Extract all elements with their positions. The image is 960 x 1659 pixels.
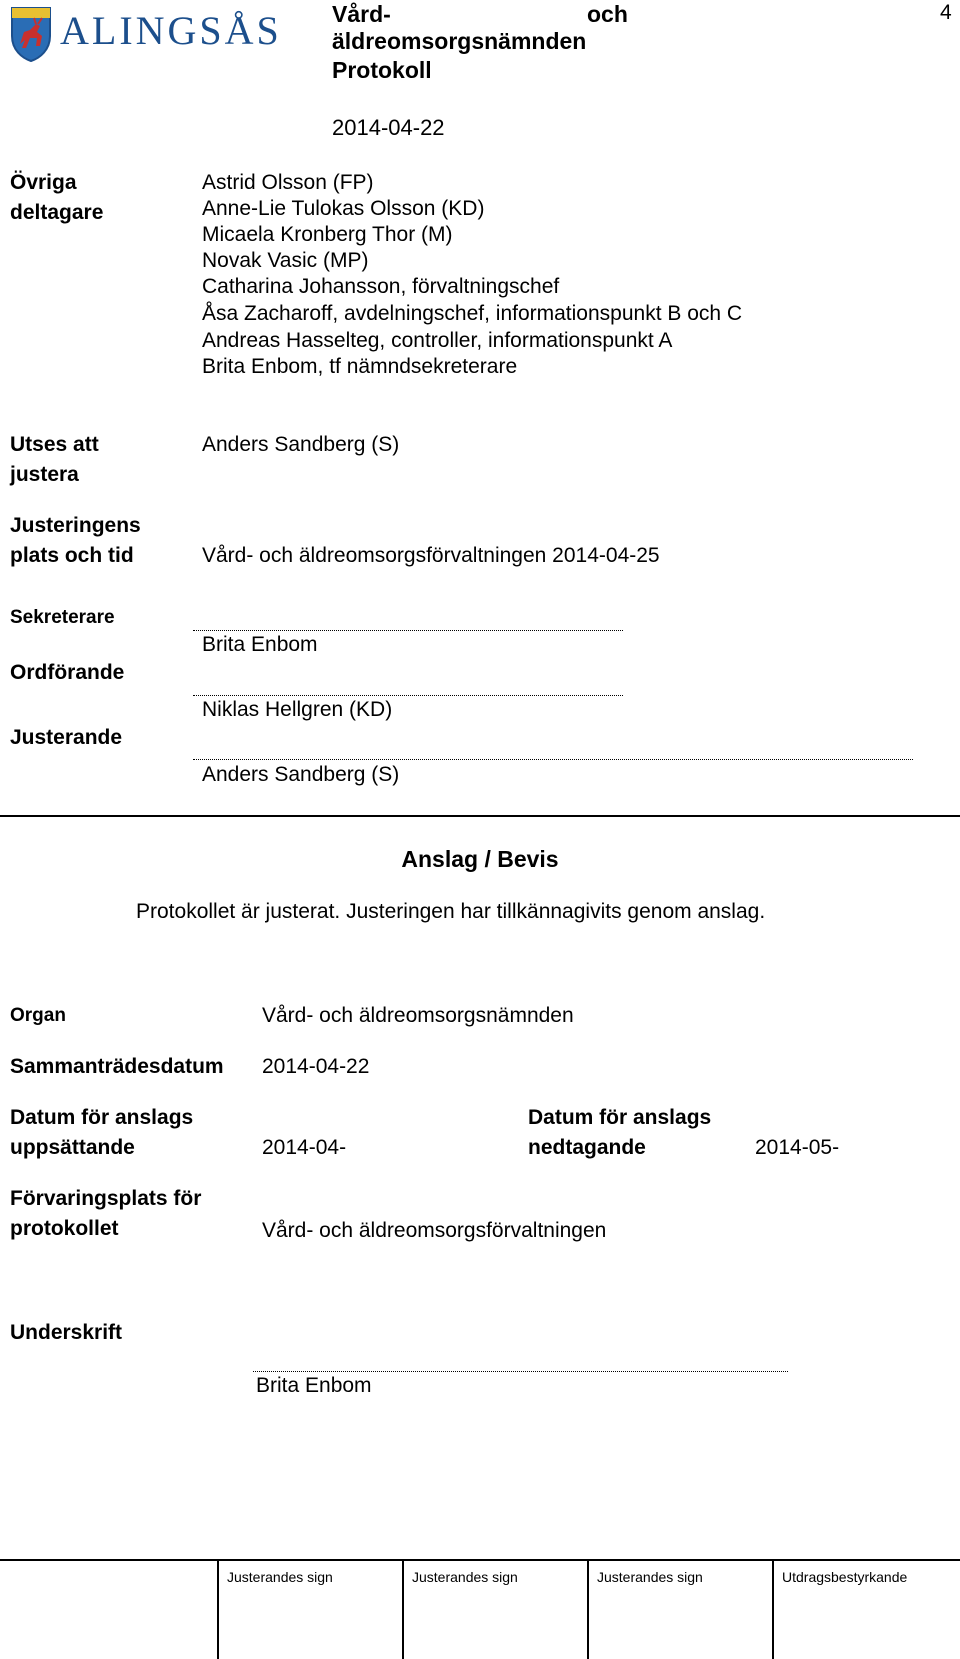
participants-label-1: Övriga (10, 171, 77, 194)
meeting-date-label: Sammanträdesdatum (10, 1055, 224, 1078)
storage-label-2: protokollet (10, 1217, 119, 1240)
signature-label: Underskrift (10, 1321, 123, 1344)
coat-of-arms-icon (10, 6, 52, 62)
secretary-label: Sekreterare (10, 607, 115, 628)
footer-cell-label: Justerandes sign (227, 1569, 333, 1585)
participant-name: Andreas Hasselteg, controller, informationspunkt A (202, 329, 673, 352)
chair-label: Ordförande (10, 661, 125, 684)
adjuster-signature-line (193, 759, 913, 760)
municipality-logo (10, 4, 300, 64)
header-date: 2014-04-22 (332, 115, 445, 140)
posting-label-1: Datum för anslags (10, 1106, 194, 1129)
posting-label-2: uppsättande (10, 1136, 135, 1159)
footer-divider (402, 1560, 404, 1659)
storage-value: Vård- och äldreomsorgsförvaltningen (262, 1219, 607, 1242)
footer-cell-label: Utdragsbestyrkande (782, 1569, 908, 1585)
participant-name: Novak Vasic (MP) (202, 249, 369, 272)
participant-name: Astrid Olsson (FP) (202, 171, 374, 194)
removal-label-2: nedtagande (528, 1136, 646, 1159)
adjust-place-label-1: Justeringens (10, 514, 141, 537)
adjust-place-value: Vård- och äldreomsorgsförvaltningen 2014-04-25 (202, 544, 660, 567)
header-title-line3: Protokoll (332, 57, 432, 83)
notice-text: Protokollet är justerat. Justeringen har tillkännagivits genom anslag. (136, 900, 766, 923)
participant-name: Brita Enbom, tf nämndsekreterare (202, 355, 518, 378)
adjust-value: Anders Sandberg (S) (202, 433, 400, 456)
secretary-signature-line (193, 630, 623, 631)
notice-signature-line (253, 1371, 788, 1372)
participant-name: Åsa Zacharoff, avdelningschef, informationspunkt B och C (202, 302, 743, 325)
chair-name: Niklas Hellgren (KD) (202, 698, 393, 721)
organ-value: Vård- och äldreomsorgsnämnden (262, 1004, 574, 1027)
removal-label-1: Datum för anslags (528, 1106, 712, 1129)
participant-name: Anne-Lie Tulokas Olsson (KD) (202, 197, 485, 220)
adjuster-label: Justerande (10, 726, 123, 749)
footer-top-border (0, 1559, 960, 1561)
adjust-label-2: justera (10, 463, 79, 486)
footer-divider (217, 1560, 219, 1659)
adjust-place-label-2: plats och tid (10, 544, 134, 567)
storage-label-1: Förvaringsplats för (10, 1187, 202, 1210)
organ-label: Organ (10, 1005, 66, 1026)
page-number: 4 (940, 1, 952, 24)
logo-text: ALINGSÅS (60, 8, 282, 53)
section-divider (0, 815, 960, 817)
participants-label-2: deltagare (10, 201, 104, 224)
chair-signature-line (193, 695, 623, 696)
adjust-label-1: Utses att (10, 433, 99, 456)
secretary-name: Brita Enbom (202, 633, 318, 656)
footer-cell-label: Justerandes sign (412, 1569, 518, 1585)
removal-value: 2014-05- (755, 1136, 840, 1159)
meeting-date-value: 2014-04-22 (262, 1055, 370, 1078)
footer-cell-label: Justerandes sign (597, 1569, 703, 1585)
header-title-word2: och (587, 1, 628, 27)
footer-divider (772, 1560, 774, 1659)
signature-name: Brita Enbom (256, 1374, 372, 1397)
posting-value: 2014-04- (262, 1136, 347, 1159)
participant-name: Catharina Johansson, förvaltningschef (202, 275, 560, 298)
footer-divider (587, 1560, 589, 1659)
participant-name: Micaela Kronberg Thor (M) (202, 223, 453, 246)
header-title-word1: Vård- (332, 1, 391, 27)
adjuster-name: Anders Sandberg (S) (202, 763, 400, 786)
notice-title: Anslag / Bevis (401, 846, 559, 872)
header-title-line2: äldreomsorgsnämnden (332, 28, 587, 54)
